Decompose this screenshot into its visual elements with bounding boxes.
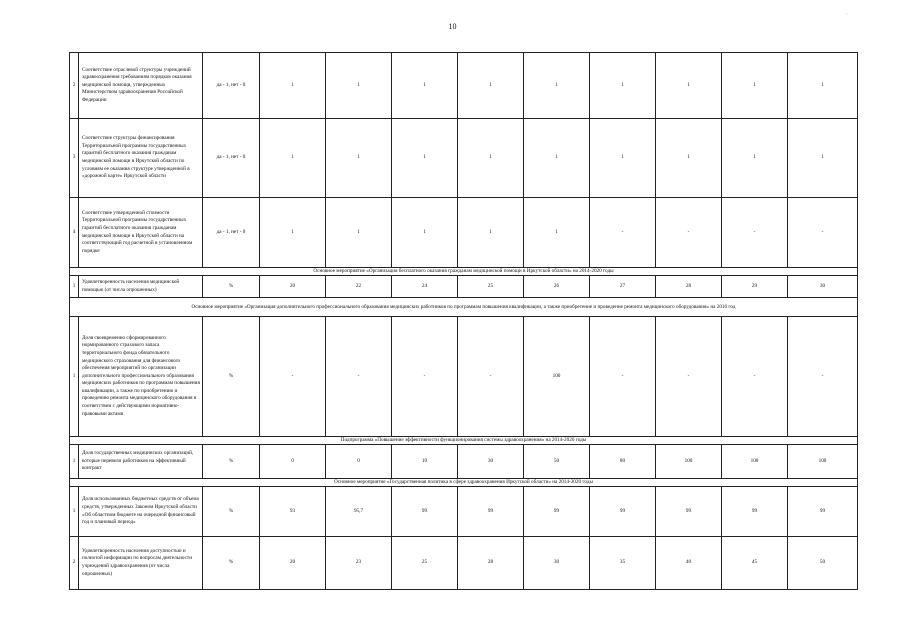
row-number: 3 (70, 119, 79, 198)
value-cell: - (260, 317, 326, 437)
value-cell: 1 (788, 53, 858, 119)
value-cell: 93 (260, 487, 326, 537)
value-cell: 1 (656, 53, 722, 119)
unit-cell: да - 1, нет - 0 (203, 198, 260, 268)
value-cell: 1 (590, 53, 656, 119)
value-cell: 100 (524, 317, 590, 437)
indicator-name: Соответствие отраслевой структуры учреждений здравоохранения требованиям порядков оказания медицинской помощи, утвержденных Министерством здравоохранения Российской Федерации (79, 53, 203, 119)
section-title: Основное мероприятие «Организация бесплатного оказания гражданам медицинской помощи в Иркутской области» на 2014-2020 годы (70, 268, 858, 276)
value-cell: 25 (392, 537, 458, 590)
table-row (70, 487, 858, 537)
indicator-name: Доля государственных медицинских организаций, которые перевели работников на эффективный контракт (79, 445, 203, 479)
value-cell: 1 (524, 119, 590, 198)
table-row (70, 119, 858, 198)
value-cell: - (656, 317, 722, 437)
value-cell: 29 (722, 276, 788, 298)
value-cell: 1 (722, 53, 788, 119)
table-row (70, 53, 858, 119)
value-cell: - (788, 198, 858, 268)
row-number: 4 (70, 198, 79, 268)
value-cell: 99 (722, 487, 788, 537)
value-cell: 35 (590, 537, 656, 590)
value-cell: 1 (326, 198, 392, 268)
unit-cell: да - 1, нет - 0 (203, 119, 260, 198)
section-header-row (70, 268, 858, 276)
value-cell: 1 (458, 53, 524, 119)
section-title: Подпрограмма «Повышение эффективности функционирования системы здравоохранения» на 2014-2020 годы (70, 437, 858, 445)
unit-cell: % (203, 317, 260, 437)
value-cell: 1 (524, 53, 590, 119)
value-cell: 1 (392, 198, 458, 268)
value-cell: 100 (788, 445, 858, 479)
value-cell: 30 (788, 276, 858, 298)
value-cell: 99 (590, 487, 656, 537)
value-cell: - (722, 317, 788, 437)
value-cell: 20 (260, 276, 326, 298)
table-row (70, 198, 858, 268)
value-cell: - (590, 198, 656, 268)
unit-cell: да - 1, нет - 0 (203, 53, 260, 119)
value-cell: 50 (524, 445, 590, 479)
value-cell: 27 (590, 276, 656, 298)
value-cell: 28 (458, 537, 524, 590)
value-cell: 1 (260, 119, 326, 198)
value-cell: 1 (656, 119, 722, 198)
value-cell: 95,7 (326, 487, 392, 537)
row-number: 2 (70, 537, 79, 590)
value-cell: - (788, 317, 858, 437)
value-cell: - (392, 317, 458, 437)
row-number: 1 (70, 445, 79, 479)
unit-cell: % (203, 276, 260, 298)
row-number: 2 (70, 53, 79, 119)
row-number: 1 (70, 487, 79, 537)
value-cell: 50 (788, 537, 858, 590)
value-cell: 1 (260, 198, 326, 268)
table-row (70, 537, 858, 590)
indicator-name: Удовлетворенность населения доступностью и полнотой информации по вопросам деятельности учреждений здравоохранения (от числа опрошенных) (79, 537, 203, 590)
value-cell: 30 (458, 445, 524, 479)
value-cell: 0 (260, 445, 326, 479)
indicator-name: Доля своевременно сформированного нормированного страхового запаса территориального фонда обязательного медицинского страхования для финансового обеспечения мероприятий по организации дополнительного профессионального образования медицинских работников по программам повышения квалификации, а также по приобретению и проведению ремонта медицинского оборудования в соответствии с действующими нормативно-правовыми актами (79, 317, 203, 437)
section-header-row (70, 298, 858, 317)
value-cell: - (458, 317, 524, 437)
value-cell: 1 (458, 119, 524, 198)
indicator-name: Соответствие утвержденной стоимости Территориальной программы государственных гарантий бесплатного оказания гражданам медицинской помощи в Иркутской области на соответствующий год расчетной в установленном порядке (79, 198, 203, 268)
section-title: Основное мероприятие «Государственная политика в сфере здравоохранения Иркутской области» на 2014-2020 годы (70, 479, 858, 487)
value-cell: 1 (788, 119, 858, 198)
section-header-row (70, 479, 858, 487)
table-row (70, 445, 858, 479)
unit-cell: % (203, 537, 260, 590)
value-cell: 99 (392, 487, 458, 537)
value-cell: 99 (458, 487, 524, 537)
value-cell: 100 (656, 445, 722, 479)
value-cell: 30 (524, 537, 590, 590)
value-cell: 1 (392, 119, 458, 198)
value-cell: 80 (590, 445, 656, 479)
value-cell: 1 (590, 119, 656, 198)
value-cell: 28 (656, 276, 722, 298)
value-cell: 99 (656, 487, 722, 537)
table-row (70, 276, 858, 298)
value-cell: 1 (260, 53, 326, 119)
value-cell: 10 (392, 445, 458, 479)
value-cell: 40 (656, 537, 722, 590)
value-cell: 100 (722, 445, 788, 479)
value-cell: 45 (722, 537, 788, 590)
value-cell: 23 (326, 537, 392, 590)
value-cell: 1 (722, 119, 788, 198)
value-cell: 20 (260, 537, 326, 590)
indicator-name: Доля использованных бюджетных средств от объема средств, утвержденных Законом Иркутской области «Об областном бюджете на очередной финансовый год и плановый период» (79, 487, 203, 537)
indicator-name: Соответствие структуры финансирования Территориальной программы государственных гарантий бесплатного оказания гражданам медицинской помощи в Иркутской области по условиям ее оказания структуре утвержденной в «дорожной карте» Иркутской области (79, 119, 203, 198)
value-cell: - (656, 198, 722, 268)
value-cell: 26 (524, 276, 590, 298)
value-cell: 1 (392, 53, 458, 119)
value-cell: 25 (458, 276, 524, 298)
value-cell: 99 (788, 487, 858, 537)
indicator-name: Удовлетворенность населения медицинской помощью (от числа опрошенных) (79, 276, 203, 298)
unit-cell: % (203, 445, 260, 479)
row-number: 1 (70, 317, 79, 437)
value-cell: 1 (524, 198, 590, 268)
value-cell: - (326, 317, 392, 437)
section-title: Основное мероприятие «Организация дополнительного профессионального образования медицинских работников по программам повышения квалификации, а также приобретение и проведение ремонта медицинского оборудования» на 2016 год (70, 298, 858, 317)
table-row (70, 317, 858, 437)
row-number: 1 (70, 276, 79, 298)
value-cell: - (590, 317, 656, 437)
page-number: 10 (448, 22, 457, 31)
value-cell: 1 (326, 119, 392, 198)
indicators-table (69, 52, 858, 590)
value-cell: - (722, 198, 788, 268)
value-cell: 0 (326, 445, 392, 479)
value-cell: 1 (458, 198, 524, 268)
value-cell: 22 (326, 276, 392, 298)
section-header-row (70, 437, 858, 445)
unit-cell: % (203, 487, 260, 537)
value-cell: 24 (392, 276, 458, 298)
value-cell: 99 (524, 487, 590, 537)
corner-mark: · (846, 12, 848, 18)
value-cell: 1 (326, 53, 392, 119)
